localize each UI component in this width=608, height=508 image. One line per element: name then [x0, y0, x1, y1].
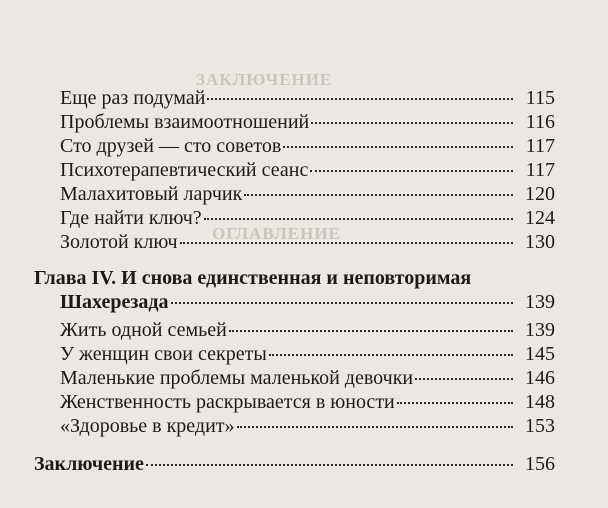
toc-entry: [60, 414, 555, 438]
toc-entry-page: 139: [525, 319, 555, 341]
toc-entry-title: Жить одной семьей: [60, 319, 227, 341]
toc-entry: [60, 342, 555, 366]
toc-entry-title: Золотой ключ: [60, 231, 178, 253]
toc-entry-title: «Здоровье в кредит»: [60, 415, 235, 437]
dot-leader: [237, 425, 513, 428]
toc-entry: [60, 86, 555, 110]
dot-leader: [180, 241, 513, 244]
toc-entry: [60, 230, 555, 254]
dot-leader: [146, 463, 513, 466]
toc-entry-title: Еще раз подумай: [60, 87, 206, 109]
toc-entry-page: 115: [525, 87, 555, 109]
toc-entry: [60, 182, 555, 206]
dot-leader: [415, 377, 513, 380]
chapter-heading-continued: [60, 290, 555, 314]
toc-entry-page: 156: [525, 453, 555, 475]
dot-leader: [283, 145, 513, 148]
toc-entry-title: Малахитовый ларчик: [60, 183, 243, 205]
toc-entry-page: 116: [525, 111, 555, 133]
toc-entry-page: 148: [525, 391, 555, 413]
toc-entry-page: 120: [525, 183, 555, 205]
toc-entry-page: 117: [525, 135, 555, 157]
dot-leader: [171, 301, 514, 304]
toc-entry: [60, 318, 555, 342]
dot-leader: [310, 169, 513, 172]
toc-entry-page: 130: [525, 231, 555, 253]
toc-entry-page: 145: [525, 343, 555, 365]
toc-entry: [60, 206, 555, 230]
dot-leader: [397, 401, 513, 404]
bleed-through-heading-middle: ОГЛАВЛЕНИЕ: [212, 224, 341, 243]
toc-entry: [60, 158, 555, 182]
toc-entry-title: Психотерапевтический сеанс: [60, 159, 309, 181]
toc-entry-page: 139: [525, 291, 555, 313]
toc-entry-page: 153: [525, 415, 555, 437]
chapter-heading: Глава IV. И снова единственная и неповторимая: [34, 267, 472, 289]
toc-entry-page: 117: [525, 159, 555, 181]
dot-leader: [269, 353, 513, 356]
toc-entry: [60, 134, 555, 158]
toc-entry-title: Маленькие проблемы маленькой девочки: [60, 367, 414, 389]
toc-entry: [60, 366, 555, 390]
dot-leader: [229, 329, 513, 332]
toc-entry-title: Где найти ключ?: [60, 207, 202, 229]
toc-entry: [60, 390, 555, 414]
dot-leader: [207, 97, 513, 100]
toc-entry: [60, 110, 555, 134]
toc-entry-title: У женщин свои секреты: [60, 343, 267, 365]
dot-leader: [244, 193, 513, 196]
toc-entry-title: Проблемы взаимоотношений: [60, 111, 310, 133]
toc-entry-conclusion: [34, 452, 555, 476]
toc-entry-page: 124: [525, 207, 555, 229]
dot-leader: [204, 217, 513, 220]
toc-entry-title: Заключение: [34, 453, 144, 475]
dot-leader: [311, 121, 513, 124]
toc-entry-title: Шахерезада: [60, 291, 169, 313]
toc-entry-title: Женственность раскрывается в юности: [60, 391, 395, 413]
toc-entry-title: Сто друзей — сто советов: [60, 135, 282, 157]
bleed-through-heading-top: ЗАКЛЮЧЕНИЕ: [196, 70, 333, 89]
toc-entry-page: 146: [525, 367, 555, 389]
